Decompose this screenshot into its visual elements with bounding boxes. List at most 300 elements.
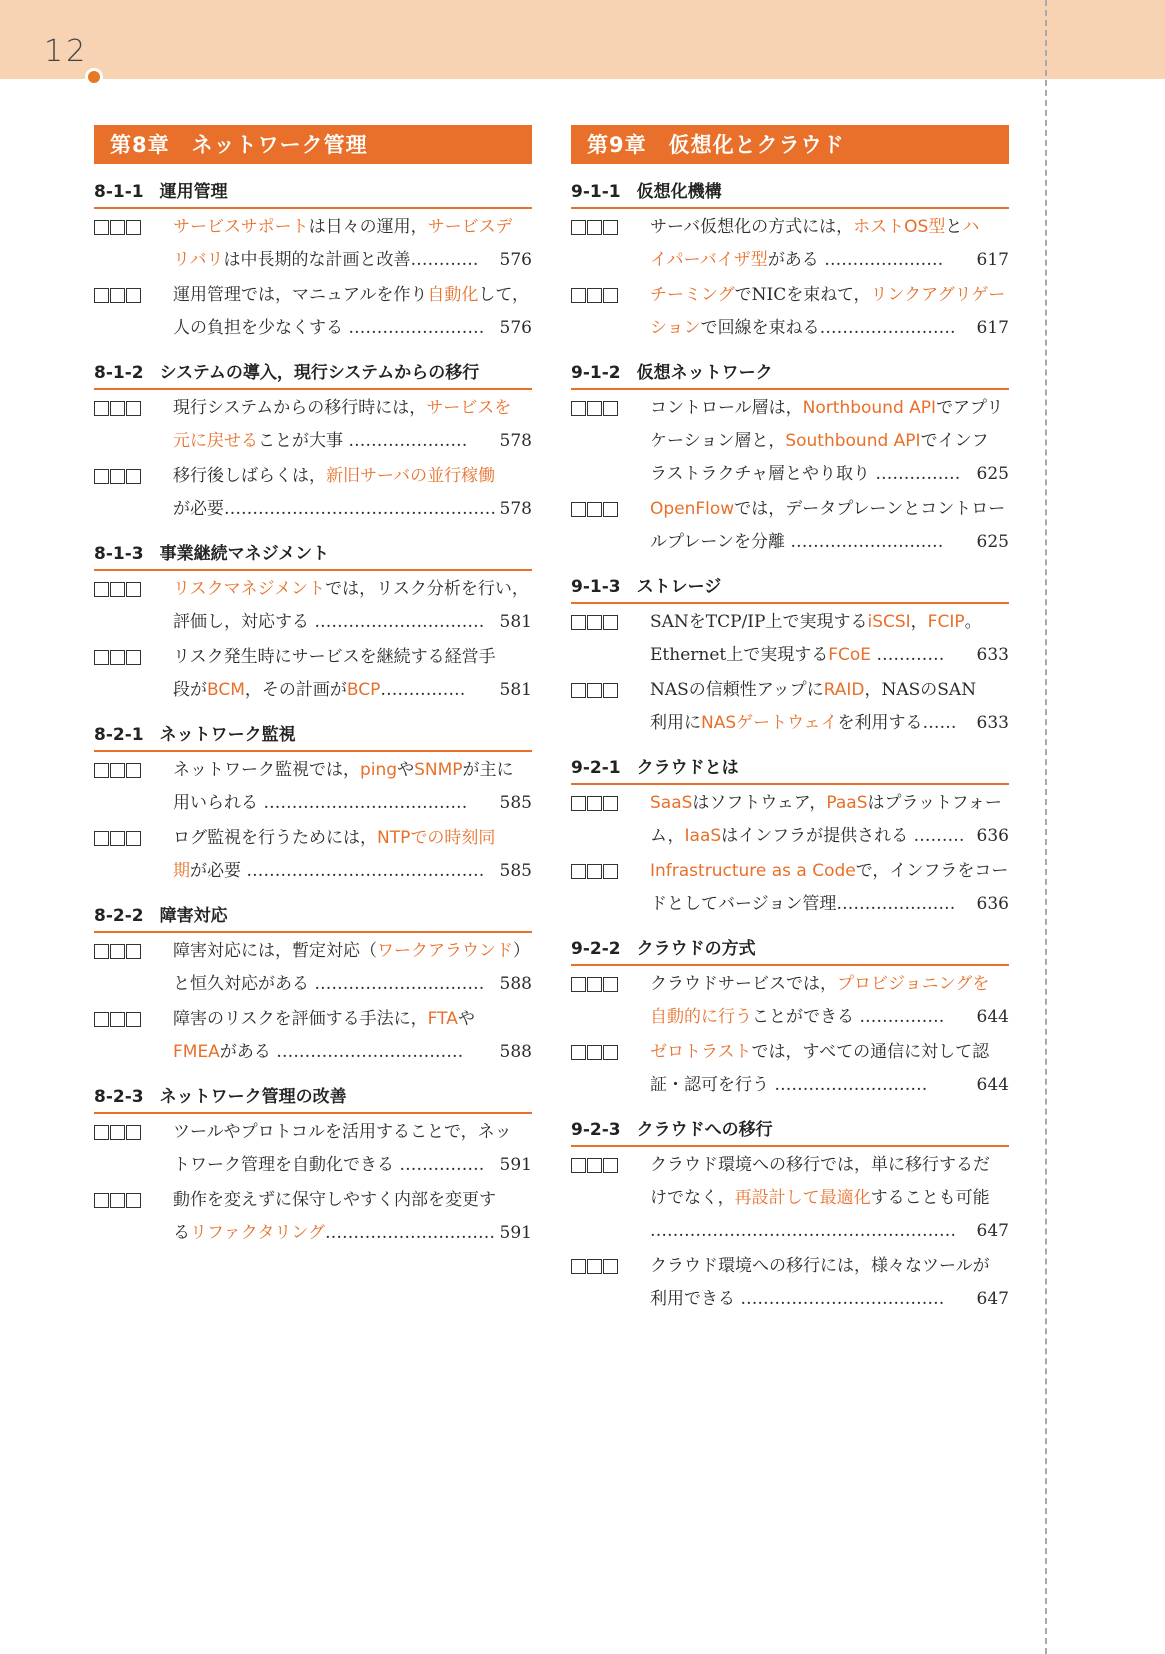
text-segment: では，データプレーンとコントロー — [734, 499, 1006, 519]
section-number: 9-1-3 — [571, 577, 621, 597]
checklist-item — [571, 493, 1009, 559]
checklist-item — [571, 279, 1009, 345]
keyword: チーミング — [650, 285, 735, 305]
keyword: サービスサポート — [173, 217, 309, 237]
text-segment: 評価し，対応する ………………………… — [173, 612, 485, 632]
checkbox[interactable] — [94, 763, 109, 778]
section — [571, 180, 1009, 345]
keyword: 元に戻せる — [173, 431, 258, 451]
section — [94, 723, 532, 888]
checkbox[interactable] — [587, 1259, 602, 1274]
keyword: Northbound API — [802, 398, 937, 418]
text-segment: して， — [478, 285, 529, 305]
item-line — [173, 573, 532, 606]
item-line — [650, 674, 1009, 707]
checkbox[interactable] — [94, 831, 109, 846]
section — [94, 180, 532, 345]
checkbox[interactable] — [94, 944, 109, 959]
text-segment: 証・認可を行う ……………………… — [650, 1075, 928, 1095]
chapter-number: 第9章 — [587, 133, 647, 157]
section-heading — [94, 1085, 532, 1114]
review-checkboxes — [94, 831, 141, 847]
section-title: 仮想ネットワーク — [636, 363, 773, 383]
checkbox[interactable] — [126, 831, 141, 846]
checkbox[interactable] — [94, 1125, 109, 1140]
checkbox[interactable] — [126, 582, 141, 597]
keyword: リファクタリング — [190, 1223, 325, 1243]
item-line — [173, 754, 532, 787]
keyword: ホストOS型 — [853, 217, 946, 237]
section — [571, 361, 1009, 559]
review-checkboxes — [571, 977, 618, 993]
checkbox[interactable] — [603, 288, 618, 303]
checkbox[interactable] — [603, 401, 618, 416]
chapter-number: 第8章 — [110, 133, 170, 157]
item-line — [173, 641, 532, 674]
checkbox[interactable] — [603, 502, 618, 517]
item-line — [650, 1069, 1009, 1102]
page-ref: 591 — [499, 1223, 532, 1243]
text-segment: ログ監視を行うためには， — [173, 828, 377, 848]
text-segment: はインフラが提供される ……… — [721, 826, 965, 846]
left-column — [94, 125, 532, 1250]
section-number: 9-1-1 — [571, 182, 621, 202]
checkbox[interactable] — [603, 1259, 618, 1274]
chapter-title: ネットワーク管理 — [191, 133, 368, 157]
checkbox[interactable] — [571, 796, 586, 811]
checkbox[interactable] — [110, 763, 125, 778]
keyword: NTPでの時刻同 — [377, 828, 496, 848]
text-segment: や — [457, 1009, 475, 1029]
section-number: 8-1-1 — [94, 182, 144, 202]
keyword: リスクマネジメント — [173, 579, 326, 599]
checkbox[interactable] — [587, 796, 602, 811]
keyword: PaaS — [826, 793, 868, 813]
review-checkboxes — [94, 288, 141, 304]
checklist-item — [94, 573, 532, 639]
checkbox[interactable] — [110, 831, 125, 846]
checkbox[interactable] — [94, 1193, 109, 1208]
section — [571, 756, 1009, 921]
review-checkboxes — [94, 582, 141, 598]
page-ref: 633 — [976, 713, 1009, 733]
review-checkboxes — [94, 401, 141, 417]
section-title: ストレージ — [636, 577, 722, 597]
item-line — [173, 493, 532, 526]
item-line — [650, 855, 1009, 888]
checkbox[interactable] — [587, 401, 602, 416]
text-segment: 段が — [173, 680, 207, 700]
checkbox[interactable] — [126, 1125, 141, 1140]
checkbox[interactable] — [94, 1012, 109, 1027]
page-ref: 636 — [976, 826, 1009, 846]
text-segment: クラウド環境への移行では，単に移行するだ — [650, 1155, 990, 1175]
checkbox[interactable] — [603, 864, 618, 879]
checkbox[interactable] — [94, 220, 109, 235]
page-ref: 644 — [976, 1007, 1009, 1027]
checkbox[interactable] — [587, 220, 602, 235]
checklist-item — [94, 460, 532, 526]
text-segment: で回線を束ねる…………………… — [700, 318, 956, 338]
checklist-item — [94, 935, 532, 1001]
item-line — [650, 312, 1009, 345]
checklist-item — [571, 1149, 1009, 1248]
text-segment: クラウドサービスでは， — [650, 974, 837, 994]
checkbox[interactable] — [126, 401, 141, 416]
checkbox[interactable] — [603, 220, 618, 235]
section — [571, 575, 1009, 740]
item-line — [173, 1217, 532, 1250]
checkbox[interactable] — [110, 1012, 125, 1027]
page-ref: 644 — [976, 1075, 1009, 1095]
checkbox[interactable] — [587, 615, 602, 630]
review-checkboxes — [94, 650, 141, 666]
checkbox[interactable] — [110, 650, 125, 665]
section-heading — [571, 1118, 1009, 1147]
page-ref: 617 — [976, 318, 1009, 338]
section-title: 仮想化機構 — [636, 182, 722, 202]
section-heading — [94, 723, 532, 752]
right-column — [571, 125, 1009, 1316]
text-segment: コントロール層は， — [650, 398, 803, 418]
text-segment: ，NASのSAN — [864, 680, 977, 700]
section-list — [94, 180, 532, 1250]
keyword: ping — [360, 760, 398, 780]
item-line — [650, 888, 1009, 921]
checkbox[interactable] — [126, 944, 141, 959]
checkbox[interactable] — [126, 288, 141, 303]
text-segment: ラストラクチャ層とやり取り …………… — [650, 464, 961, 484]
checkbox[interactable] — [571, 401, 586, 416]
page-ref: 625 — [976, 532, 1009, 552]
keyword: FTA — [427, 1009, 458, 1029]
text-segment: 現行システムからの移行時には， — [173, 398, 427, 418]
checkbox[interactable] — [603, 1158, 618, 1173]
review-checkboxes — [94, 1193, 141, 1209]
checkbox[interactable] — [587, 1158, 602, 1173]
keyword: ゼロトラスト — [650, 1042, 752, 1062]
checkbox[interactable] — [94, 401, 109, 416]
text-segment: る — [173, 1223, 190, 1243]
checkbox[interactable] — [126, 650, 141, 665]
header-dot-marker — [85, 68, 103, 86]
section — [94, 904, 532, 1069]
checkbox[interactable] — [110, 469, 125, 484]
page-ref: 585 — [499, 861, 532, 881]
checkbox[interactable] — [571, 683, 586, 698]
checkbox[interactable] — [126, 220, 141, 235]
text-segment: ツールやプロトコルを活用することで，ネッ — [173, 1122, 512, 1142]
item-line — [650, 526, 1009, 559]
checkbox[interactable] — [571, 288, 586, 303]
checklist-item — [94, 641, 532, 707]
header-band — [0, 0, 1165, 79]
text-segment: けでなく， — [650, 1188, 735, 1208]
item-line — [650, 1250, 1009, 1283]
keyword: リンクアグリゲー — [870, 285, 1006, 305]
item-line — [173, 279, 532, 312]
item-line — [650, 968, 1009, 1001]
text-segment: ， — [910, 612, 928, 632]
text-segment: でNICを束ねて， — [734, 285, 871, 305]
checkbox[interactable] — [587, 288, 602, 303]
item-line — [173, 1116, 532, 1149]
keyword: FCIP — [927, 612, 965, 632]
keyword: Infrastructure as a Code — [650, 861, 856, 881]
text-segment: ム， — [650, 826, 685, 846]
text-segment: が必要………………………………………… — [173, 499, 496, 519]
review-checkboxes — [571, 401, 618, 417]
item-line — [173, 1149, 532, 1182]
page-ref: 633 — [976, 645, 1009, 665]
text-segment: …………… — [380, 680, 466, 700]
checklist-item — [571, 674, 1009, 740]
item-line — [650, 1036, 1009, 1069]
text-segment: NASの信頼性アップに — [650, 680, 824, 700]
checkbox[interactable] — [94, 469, 109, 484]
checklist-item — [571, 855, 1009, 921]
item-line — [650, 1001, 1009, 1034]
keyword: RAID — [823, 680, 865, 700]
checkbox[interactable] — [126, 763, 141, 778]
text-segment: ，その計画が — [244, 680, 347, 700]
section-heading — [94, 904, 532, 933]
keyword: 新旧サーバの並行稼働 — [326, 466, 496, 486]
keyword: 自動化 — [427, 285, 479, 305]
review-checkboxes — [571, 615, 618, 631]
text-segment: では，すべての通信に対して認 — [751, 1042, 990, 1062]
review-checkboxes — [571, 864, 618, 880]
review-checkboxes — [571, 683, 618, 699]
text-segment: は日々の運用， — [308, 217, 428, 237]
page-ref: 591 — [499, 1155, 532, 1175]
review-checkboxes — [571, 288, 618, 304]
item-line — [650, 493, 1009, 526]
section-title: ネットワーク管理の改善 — [159, 1087, 347, 1107]
text-segment: ドとしてバージョン管理………………… — [650, 894, 956, 914]
section — [571, 1118, 1009, 1316]
item-line — [650, 392, 1009, 425]
keyword: IaaS — [684, 826, 722, 846]
section-heading — [571, 180, 1009, 209]
checkbox[interactable] — [110, 582, 125, 597]
keyword: ション — [650, 318, 701, 338]
checkbox[interactable] — [110, 1125, 125, 1140]
keyword: OpenFlow — [650, 499, 735, 519]
page-ref: 578 — [499, 431, 532, 451]
text-segment: ことができる …………… — [752, 1007, 945, 1027]
review-checkboxes — [94, 763, 141, 779]
checkbox[interactable] — [603, 683, 618, 698]
review-checkboxes — [94, 1012, 141, 1028]
review-checkboxes — [94, 944, 141, 960]
keyword: SNMP — [414, 760, 463, 780]
page-ref: 581 — [499, 612, 532, 632]
checkbox[interactable] — [94, 288, 109, 303]
checklist-item — [571, 968, 1009, 1034]
checkbox[interactable] — [110, 220, 125, 235]
section — [94, 361, 532, 526]
item-line — [650, 707, 1009, 740]
page-ref: 585 — [499, 793, 532, 813]
page-ref: 576 — [499, 318, 532, 338]
checkbox[interactable] — [603, 1045, 618, 1060]
page-ref: 576 — [499, 250, 532, 270]
section-heading — [571, 575, 1009, 604]
checkbox[interactable] — [571, 615, 586, 630]
checkbox[interactable] — [571, 502, 586, 517]
page-ref: 636 — [976, 894, 1009, 914]
page-number: 12 — [44, 34, 89, 69]
item-line — [650, 606, 1009, 639]
text-segment: 用いられる ……………………………… — [173, 793, 468, 813]
checklist-item — [94, 754, 532, 820]
text-segment: ことが大事 ………………… — [258, 431, 468, 451]
item-line — [173, 787, 532, 820]
checkbox[interactable] — [126, 1193, 141, 1208]
checkbox[interactable] — [126, 1012, 141, 1027]
section — [94, 1085, 532, 1250]
text-segment: ルプレーンを分離 ……………………… — [650, 532, 944, 552]
checkbox[interactable] — [126, 469, 141, 484]
section-number: 9-1-2 — [571, 363, 621, 383]
section-title: クラウドとは — [636, 758, 739, 778]
checklist-item — [571, 211, 1009, 277]
checkbox[interactable] — [587, 977, 602, 992]
checklist-item — [571, 1036, 1009, 1102]
checkbox[interactable] — [571, 864, 586, 879]
checkbox[interactable] — [110, 1193, 125, 1208]
checkbox[interactable] — [571, 977, 586, 992]
checkbox[interactable] — [603, 615, 618, 630]
checklist-item — [571, 606, 1009, 672]
keyword: FMEA — [173, 1042, 220, 1062]
section-title: 事業継続マネジメント — [159, 544, 330, 564]
checkbox[interactable] — [110, 401, 125, 416]
review-checkboxes — [571, 502, 618, 518]
checkbox[interactable] — [110, 944, 125, 959]
checklist-item — [94, 1116, 532, 1182]
checkbox[interactable] — [571, 1045, 586, 1060]
section-title: クラウドの方式 — [636, 939, 756, 959]
checklist-item — [94, 1003, 532, 1069]
text-segment: 移行後しばらくは， — [173, 466, 326, 486]
item-line — [173, 822, 532, 855]
text-segment: ケーション層と， — [650, 431, 786, 451]
keyword: iSCSI — [867, 612, 911, 632]
checkbox[interactable] — [94, 650, 109, 665]
checkbox[interactable] — [571, 1259, 586, 1274]
checkbox[interactable] — [603, 977, 618, 992]
checkbox[interactable] — [571, 220, 586, 235]
text-segment: はプラットフォー — [867, 793, 1002, 813]
section-heading — [94, 180, 532, 209]
section-title: ネットワーク監視 — [159, 725, 296, 745]
checkbox[interactable] — [587, 1045, 602, 1060]
checklist-item — [94, 1184, 532, 1250]
item-line — [173, 1003, 532, 1036]
keyword: リバリ — [173, 250, 224, 270]
text-segment: クラウド環境への移行には，様々なツールが — [650, 1256, 990, 1276]
chapter-heading — [94, 125, 532, 164]
review-checkboxes — [571, 1259, 618, 1275]
section-list — [571, 180, 1009, 1316]
section-number: 8-1-3 — [94, 544, 144, 564]
text-segment: がある ………………… — [767, 250, 944, 270]
item-line — [650, 244, 1009, 277]
page-ref: 581 — [499, 680, 532, 700]
text-segment: と — [945, 217, 963, 237]
text-segment: 障害対応には，暫定対応（ — [173, 941, 377, 961]
item-line — [173, 244, 532, 277]
section-heading — [94, 542, 532, 571]
text-segment: 人の負担を少なくする …………………… — [173, 318, 485, 338]
text-segment: が主に — [462, 760, 514, 780]
checklist-item — [571, 392, 1009, 491]
text-segment: は中長期的な計画と改善………… — [223, 250, 479, 270]
section-title: システムの導入，現行システムからの移行 — [159, 363, 480, 383]
item-line — [173, 968, 532, 1001]
section-number: 9-2-1 — [571, 758, 621, 778]
keyword: サービスデ — [427, 217, 513, 237]
item-line — [650, 820, 1009, 853]
text-segment: や — [397, 760, 415, 780]
page-ref: 647 — [976, 1289, 1009, 1309]
checkbox[interactable] — [94, 582, 109, 597]
text-segment: が必要 …………………………………… — [190, 861, 485, 881]
text-segment: では，リスク分析を行い， — [325, 579, 529, 599]
page-ref: 578 — [499, 499, 532, 519]
review-checkboxes — [571, 1158, 618, 1174]
text-segment: ………………………… — [324, 1223, 495, 1243]
keyword: BCM — [207, 680, 245, 700]
text-segment: ………… — [871, 645, 945, 665]
page-ref: 588 — [499, 1042, 532, 1062]
keyword: 期 — [173, 861, 190, 881]
checkbox[interactable] — [571, 1158, 586, 1173]
checkbox[interactable] — [587, 683, 602, 698]
section-number: 8-1-2 — [94, 363, 144, 383]
chapter-title: 仮想化とクラウド — [668, 133, 845, 157]
section-number: 9-2-3 — [571, 1120, 621, 1140]
item-line — [650, 1283, 1009, 1316]
keyword: SaaS — [650, 793, 693, 813]
checklist-item — [571, 1250, 1009, 1316]
page-ref: 588 — [499, 974, 532, 994]
keyword: 自動的に行う — [650, 1007, 752, 1027]
keyword: サービスを — [426, 398, 512, 418]
text-segment: することも可能 — [870, 1188, 990, 1208]
keyword: FCoE — [828, 645, 872, 665]
checkbox[interactable] — [587, 864, 602, 879]
checklist-item — [94, 279, 532, 345]
cut-guide-dashed-line — [1045, 0, 1047, 1654]
item-line — [173, 460, 532, 493]
page-ref: 625 — [976, 464, 1009, 484]
checkbox[interactable] — [603, 796, 618, 811]
checkbox[interactable] — [110, 288, 125, 303]
checkbox[interactable] — [587, 502, 602, 517]
section-title: 障害対応 — [159, 906, 228, 926]
item-line — [650, 1215, 1009, 1248]
section-title: 運用管理 — [159, 182, 228, 202]
text-segment: ネットワーク監視では， — [173, 760, 360, 780]
review-checkboxes — [571, 796, 618, 812]
keyword: ハ — [962, 217, 980, 237]
item-line — [650, 639, 1009, 672]
text-segment: サーバ仮想化の方式には， — [650, 217, 854, 237]
review-checkboxes — [94, 220, 141, 236]
